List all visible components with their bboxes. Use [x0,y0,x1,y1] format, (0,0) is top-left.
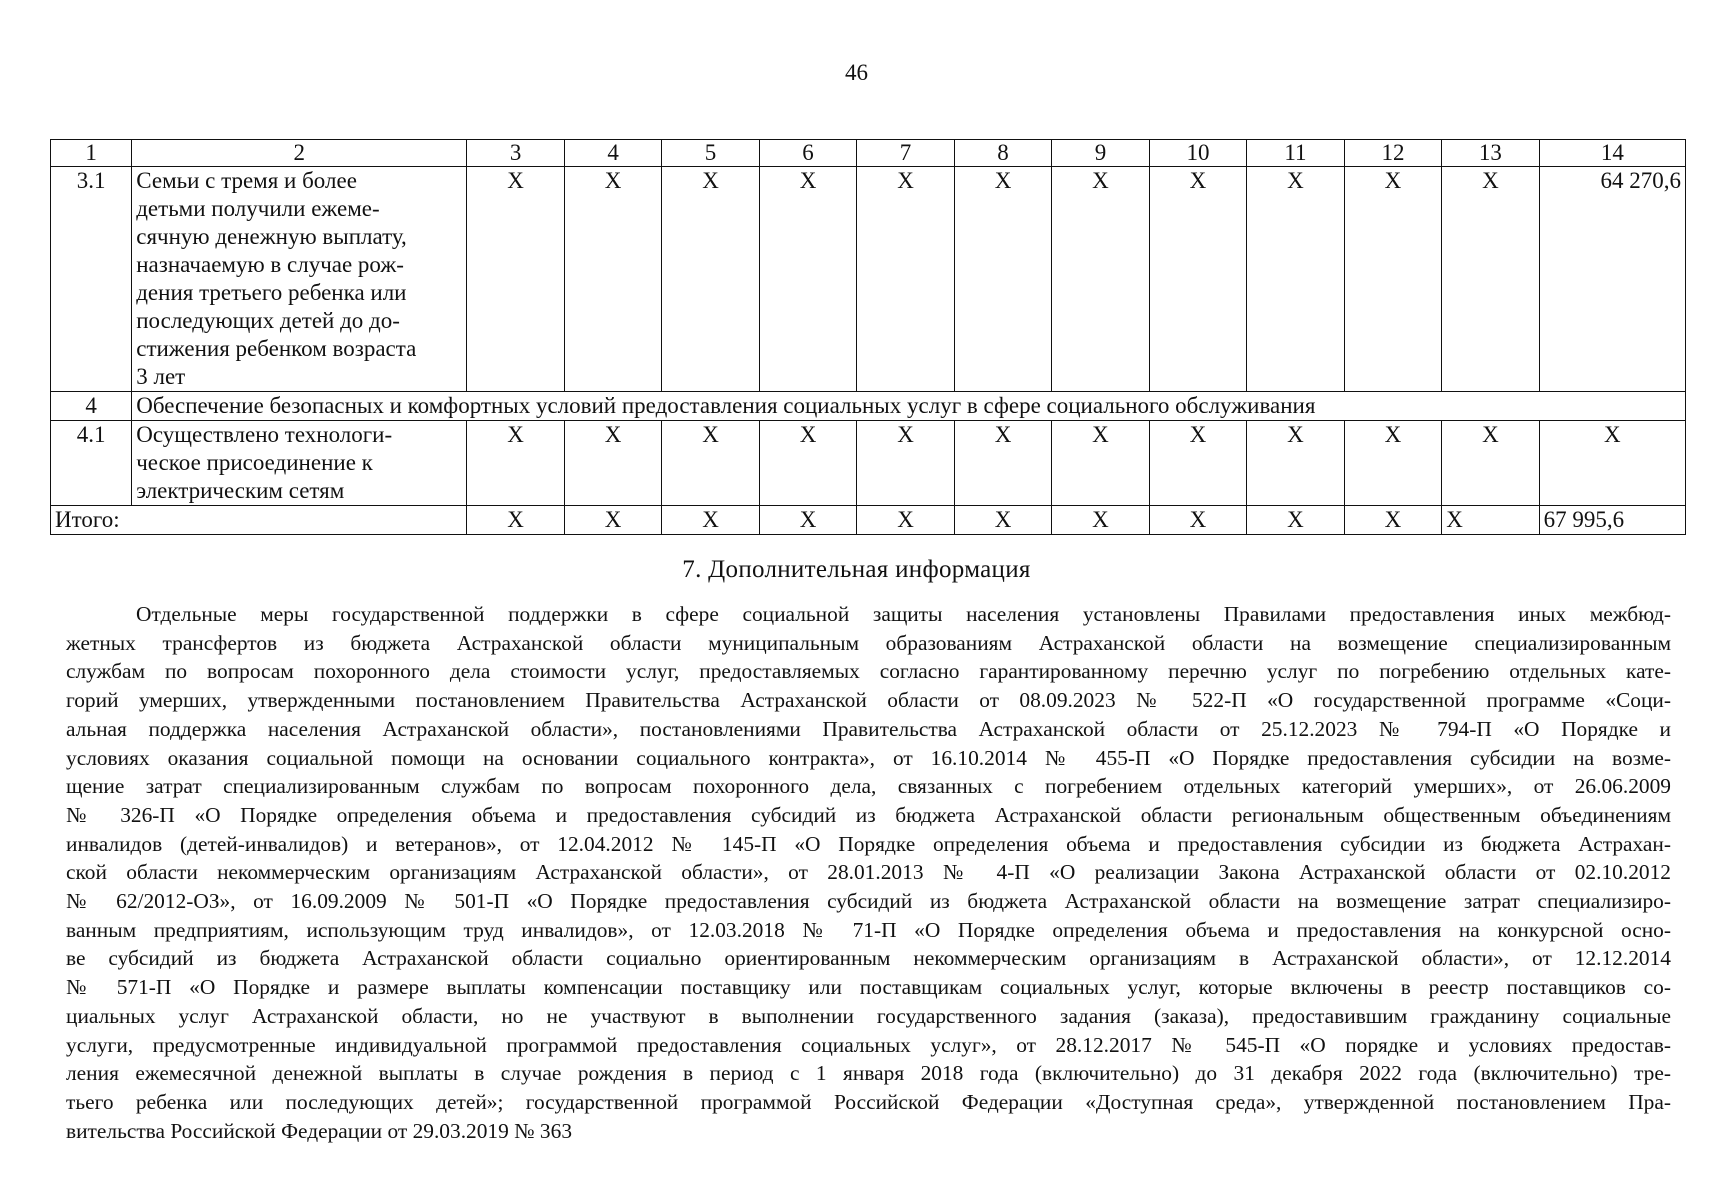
header-cell: 6 [759,140,856,167]
header-cell: 1 [51,140,132,167]
header-cell: 2 [132,140,467,167]
x-cell: Х [954,506,1051,535]
x-cell: Х [759,506,856,535]
amount-cell: 64 270,6 [1539,167,1685,392]
x-cell: Х [1344,506,1441,535]
body-line: жетных трансфертов из бюджета Астраханской области муниципальным образованиям Астраханской области на возмещение специализированным [66,630,1671,655]
body-line: ления ежемесячной денежной выплаты в случае рождения в период с 1 января 2018 года (включительно) до 31 декабря 2022 года (включительно) тре- [66,1061,1671,1086]
body-line: службам по вопросам похоронного дела стоимости услуг, предоставляемых согласно гарантированному перечню услуг по погребению отдельных кате- [66,659,1671,684]
body-line: № 571-П «О Порядке и размере выплаты компенсации поставщику или поставщикам социальных услуг, которые включены в реестр поставщиков со- [66,975,1671,1000]
row-number: 3.1 [51,167,132,392]
body-line: инвалидов (детей-инвалидов) и ветеранов», от 12.04.2012 № 145-П «О Порядке определения объема и предоставления субсидии из бюджета Астрахан- [66,831,1671,856]
body-line: № 326-П «О Порядке определения объема и предоставления субсидий из бюджета Астраханской области региональным общественным объединениям [66,802,1671,827]
x-cell: Х [1442,167,1539,392]
description-line: 3 лет [136,364,186,389]
x-cell: Х [1344,421,1441,506]
x-cell: Х [467,167,564,392]
x-cell: Х [564,421,661,506]
page-number: 46 [845,60,868,85]
x-cell: Х [467,421,564,506]
x-cell: Х [1247,167,1344,392]
table-total-row [51,506,1686,535]
x-cell: Х [759,167,856,392]
description-line: ческое присоединение к [136,450,373,475]
section-heading-cell: Обеспечение безопасных и комфортных условий предоставления социальных услуг в сфере социального обслуживания [132,392,1686,421]
body-line: циальных услуг Астраханской области, но не участвуют в выполнении государственного задания (заказа), предоставившим гражданину социальные [66,1003,1671,1028]
description-line: назначаемую в случае рож- [136,252,404,277]
header-cell: 8 [954,140,1051,167]
x-cell: Х [857,167,954,392]
x-cell: Х [1149,506,1246,535]
row-number: 4.1 [51,421,132,506]
header-cell: 7 [857,140,954,167]
x-cell: Х [1052,167,1149,392]
body-line: альная поддержка населения Астраханской области», постановлениями Правительства Астраханской области от 25.12.2023 № 794-П «О Порядке и [66,716,1671,741]
header-cell: 3 [467,140,564,167]
x-cell: Х [564,167,661,392]
body-line: горий умерших, утвержденными постановлением Правительства Астраханской области от 08.09.2023 № 522-П «О государственной программе «Соци- [66,688,1671,713]
x-cell: Х [1247,421,1344,506]
body-line: вительства Российской Федерации от 29.03.2019 № 363 [66,1118,573,1143]
x-cell: Х [857,506,954,535]
x-cell: Х [954,167,1051,392]
description-line: Осуществлено технологи- [136,422,393,447]
description-line: Семьи с тремя и более [136,168,357,193]
body-line: № 62/2012-ОЗ», от 16.09.2009 № 501-П «О Порядке предоставления субсидий из бюджета Астраханской области на возмещение затрат специализиро- [66,889,1671,914]
total-amount: 67 995,6 [1539,506,1685,535]
description-line: электрическим сетям [136,478,345,503]
header-cell: 5 [662,140,759,167]
x-cell: Х [662,506,759,535]
body-line: Отдельные меры государственной поддержки в сфере социальной защиты населения установлены Правилами предоставления иных межбюд- [136,602,1671,626]
header-cell: 4 [564,140,661,167]
description-line: стижения ребенком возраста [136,336,417,361]
header-cell: 10 [1149,140,1246,167]
section-title: 7. Дополнительная информация [682,556,1031,583]
row-description [132,167,467,392]
x-cell: Х [1052,421,1149,506]
header-cell: 12 [1344,140,1441,167]
body-line: тьего ребенка или последующих детей»; государственной программой Российской Федерации «Доступная среда», утвержденной постановлением Пра- [66,1089,1671,1114]
section-body [66,600,1671,1145]
x-cell: Х [564,506,661,535]
table-header-row [51,140,1686,167]
description-line: дения третьего ребенка или [136,280,407,305]
header-cell: 9 [1052,140,1149,167]
budget-table [50,139,1686,535]
body-line: ве субсидий из бюджета Астраханской области социально ориентированным некоммерческим организациям в Астраханской области», от 12.12.2014 [66,946,1671,971]
x-cell: Х [954,421,1051,506]
description-line: сячную денежную выплату, [136,224,407,249]
x-cell: Х [1149,167,1246,392]
table-section-row-4 [51,392,1686,421]
description-line: последующих детей до до- [136,308,400,333]
body-line: услуги, предусмотренные индивидуальной программой предоставления социальных услуг», от 28.12.2017 № 545-П «О порядке и условиях предостав- [66,1032,1671,1057]
body-line: условиях оказания социальной помощи на основании социального контракта», от 16.10.2014 № 455-П «О Порядке предоставления субсидии на возме- [66,745,1671,770]
x-cell: Х [662,421,759,506]
x-cell: Х [1344,167,1441,392]
row-number: 4 [51,392,132,421]
table-row-4-1 [51,421,1686,506]
x-cell: Х [1442,506,1539,535]
x-cell: Х [1052,506,1149,535]
x-cell: Х [662,167,759,392]
x-cell: Х [1442,421,1539,506]
body-line: щение затрат специализированным службам по вопросам похоронного дела, связанных с погребением отдельных категорий умерших», от 26.06.2009 [66,774,1671,799]
body-line: ванным предприятиям, использующим труд инвалидов», от 12.03.2018 № 71-П «О Порядке определения объема и предоставления на конкурсной осно- [66,917,1671,942]
table-row-3-1 [51,167,1686,392]
x-cell: Х [467,506,564,535]
total-label: Итого: [51,506,467,535]
x-cell: Х [759,421,856,506]
x-cell: Х [857,421,954,506]
header-cell: 13 [1442,140,1539,167]
x-cell: Х [1247,506,1344,535]
x-cell: Х [1149,421,1246,506]
description-line: детьми получили ежеме- [136,196,380,221]
amount-cell: Х [1539,421,1685,506]
body-line: ской области некоммерческим организациям Астраханской области», от 28.01.2013 № 4-П «О реализации Закона Астраханской области от 02.10.2012 [66,860,1671,885]
header-cell: 11 [1247,140,1344,167]
header-cell: 14 [1539,140,1685,167]
row-description [132,421,467,506]
